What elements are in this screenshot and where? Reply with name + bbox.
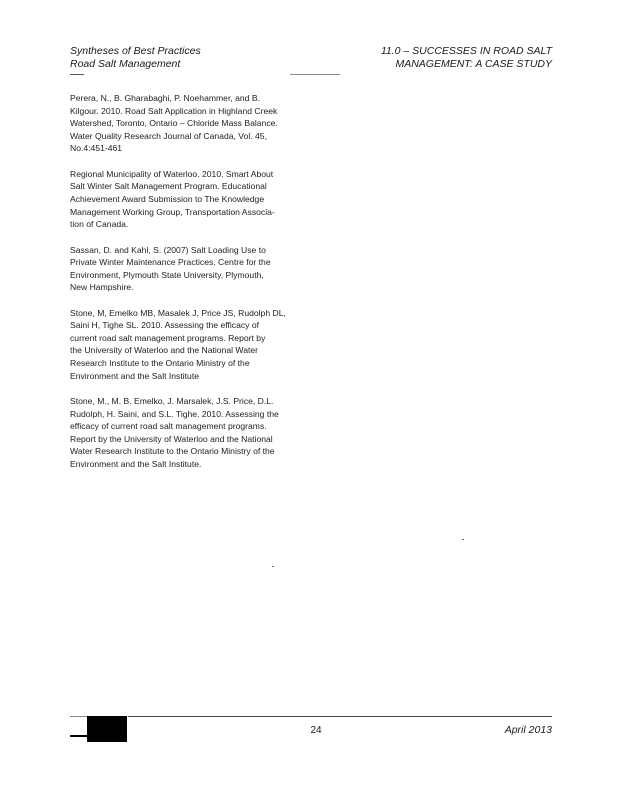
page-header (0, 0, 618, 80)
scan-speck (462, 539, 464, 540)
footer-rule (128, 716, 552, 717)
footer-rule-left (70, 716, 88, 717)
section-title-line-1: 11.0 – SUCCESSES IN ROAD SALT (380, 45, 552, 57)
footer-dash (70, 735, 87, 737)
reference-entry-stone-2010b: Stone, M., M. B. Emelko, J. Marsalek, J.S. Price, D.L. Rudolph, H. Saini, and S.L. Tighe. 2010. Assessing the efficacy of current road salt management programs. Report by the University of Waterloo and the National Water Research Institute to the Ontario Ministry of the Environment and the Salt Institute. (70, 396, 279, 470)
footer-logo-block (87, 716, 127, 742)
header-rule-middle (290, 74, 340, 75)
header-rule-left (70, 74, 84, 75)
header-right (381, 45, 552, 71)
publication-date: April 2013 (504, 724, 552, 736)
page-number: 24 (310, 725, 322, 736)
reference-list (70, 92, 308, 483)
reference-entry-stone-2010a: Stone, M, Emelko MB, Masalek J, Price JS, Rudolph DL, Saini H, Tighe SL. 2010. Assessing the efficacy of current road salt management programs. Report by the University of Waterloo and the National Water Research Institute to the Ontario Ministry of the Environment and the Salt Institute (70, 307, 286, 381)
reference-entry-perera: Perera, N., B. Gharabaghi, P. Noehammer, and B. Kilgour. 2010. Road Salt Application in Highland Creek Watershed, Toronto, Ontario – Chloride Mass Balance. Water Quality Research Journal of Canada, Vol. 45, No.4:451-461 (70, 93, 278, 154)
reference-entry-sassan: Sassan, D. and Kahl, S. (2007) Salt Loading Use to Private Winter Maintenance Practices. Centre for the Environment, Plymouth State University, Plymouth, New Hampshire. (70, 244, 271, 293)
reference-entry-waterloo: Regional Municipality of Waterloo. 2010. Smart About Salt Winter Salt Management Program. Educational Achievement Award Submission to The Knowledge Management Working Group, Transportation Associa- tion of Canada. (70, 168, 275, 230)
section-title-line-2: MANAGEMENT: A CASE STUDY (395, 58, 552, 70)
header-left (70, 45, 201, 71)
scan-speck (272, 566, 274, 567)
document-title: Road Salt Management (70, 58, 181, 70)
document-series-title: Syntheses of Best Practices (70, 45, 201, 57)
